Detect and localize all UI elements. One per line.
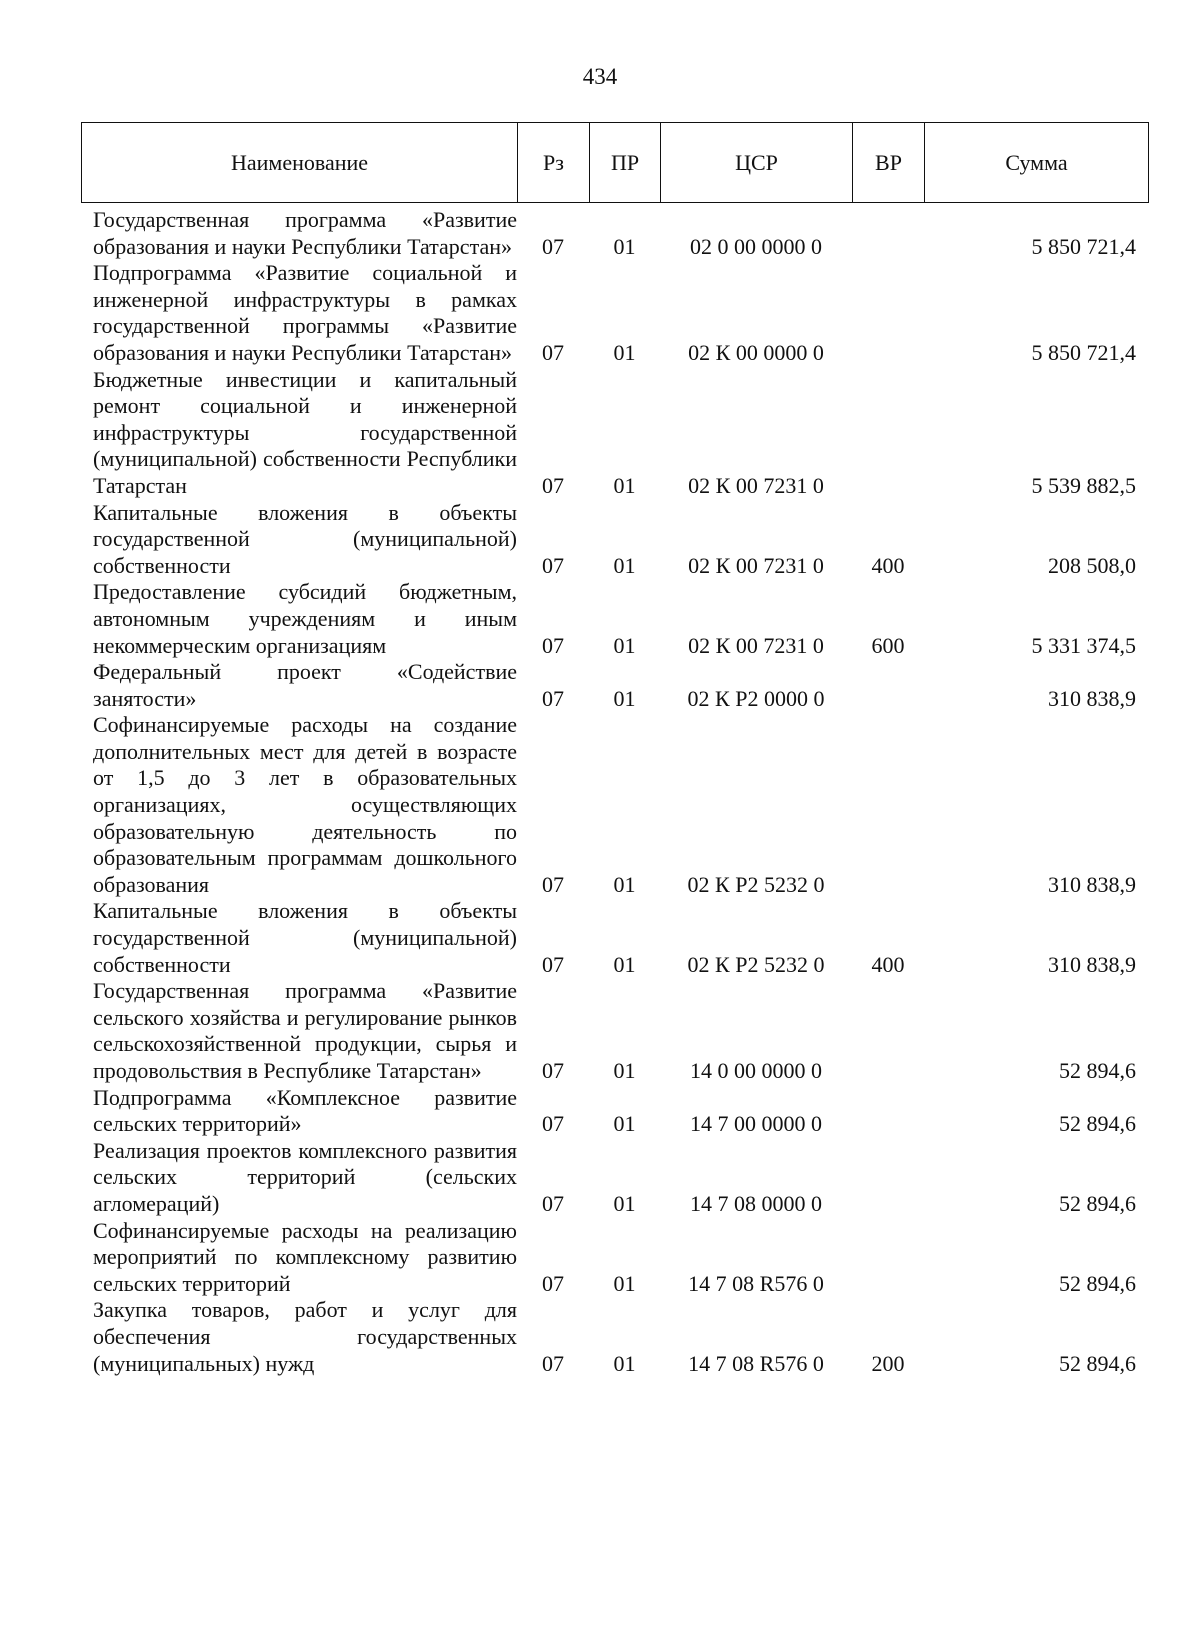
row-csr: 02 К Р2 5232 0 — [687, 871, 825, 897]
row-csr: 14 7 00 0000 0 — [690, 1111, 822, 1137]
row-csr: 02 0 00 0000 0 — [690, 233, 822, 259]
row-name: Капитальные вложения в объекты государственной (муниципальной) собственности — [93, 499, 517, 578]
row-pr: 01 — [613, 1190, 636, 1216]
row-sum: 52 894,6 — [1059, 1270, 1136, 1296]
row-name: Федеральный проект «Содействие занятости» — [93, 659, 517, 711]
row-pr: 01 — [613, 871, 636, 897]
row-vr: 400 — [871, 552, 905, 578]
row-name: Реализация проектов комплексного развития сельских территорий (сельских агломераций) — [93, 1137, 517, 1216]
table-row — [81, 712, 1148, 898]
row-rz: 07 — [542, 1270, 564, 1296]
row-sum: 310 838,9 — [1048, 871, 1136, 897]
table-row — [81, 207, 1148, 260]
row-sum: 52 894,6 — [1059, 1111, 1136, 1137]
header-vr: ВР — [853, 123, 925, 203]
row-rz: 07 — [542, 1350, 564, 1376]
row-rz: 07 — [542, 871, 564, 897]
row-sum: 52 894,6 — [1059, 1190, 1136, 1216]
table-row — [81, 978, 1148, 1084]
row-rz: 07 — [542, 685, 564, 711]
table-row — [81, 579, 1148, 659]
row-pr: 01 — [613, 1058, 636, 1083]
row-vr: 200 — [871, 1350, 905, 1376]
row-csr: 02 К Р2 5232 0 — [687, 951, 825, 977]
row-pr: 01 — [613, 951, 636, 977]
table-row — [81, 260, 1148, 366]
header-name: Наименование — [82, 123, 518, 203]
table-row — [81, 1218, 1148, 1298]
row-csr: 02 К 00 0000 0 — [688, 339, 824, 365]
row-rz: 07 — [542, 632, 564, 658]
row-sum: 310 838,9 — [1048, 951, 1136, 977]
row-name: Государственная программа «Развитие образования и науки Республики Татарстан» — [93, 207, 517, 259]
row-sum: 208 508,0 — [1048, 552, 1136, 578]
row-csr: 02 К 00 7231 0 — [688, 472, 824, 498]
header-sum: Сумма — [925, 123, 1149, 203]
table-row — [81, 659, 1148, 712]
row-sum: 52 894,6 — [1059, 1350, 1136, 1376]
row-csr: 14 7 08 0000 0 — [690, 1190, 822, 1216]
row-pr: 01 — [613, 552, 636, 578]
table-header — [81, 122, 1149, 203]
row-pr: 01 — [613, 1111, 636, 1137]
table-row — [81, 1085, 1148, 1138]
row-rz: 07 — [542, 339, 564, 365]
header-rz: Рз — [518, 123, 590, 203]
row-rz: 07 — [542, 233, 564, 259]
row-rz: 07 — [542, 552, 564, 578]
row-pr: 01 — [613, 1270, 636, 1296]
row-pr: 01 — [613, 472, 636, 498]
row-pr: 01 — [613, 339, 636, 365]
row-name: Предоставление субсидий бюджетным, автономным учреждениям и иным некоммерческим организациям — [93, 579, 517, 658]
row-csr: 02 К 00 7231 0 — [688, 632, 824, 658]
row-pr: 01 — [613, 233, 636, 259]
row-pr: 01 — [613, 685, 636, 711]
row-rz: 07 — [542, 1111, 564, 1137]
row-csr: 02 К 00 7231 0 — [688, 552, 824, 578]
row-csr: 02 К Р2 0000 0 — [687, 685, 825, 711]
table-row — [81, 500, 1148, 580]
row-csr: 14 7 08 R576 0 — [688, 1270, 824, 1296]
table-row — [81, 1297, 1148, 1377]
table-row — [81, 898, 1148, 978]
row-name: Капитальные вложения в объекты государственной (муниципальной) собственности — [93, 898, 517, 977]
header-csr: ЦСР — [661, 123, 853, 203]
row-sum: 5 539 882,5 — [1031, 472, 1136, 498]
row-rz: 07 — [542, 1058, 564, 1083]
table-row — [81, 1138, 1148, 1218]
table-row — [81, 367, 1148, 500]
row-sum: 52 894,6 — [1059, 1058, 1136, 1083]
table-body — [81, 207, 1148, 1377]
row-name: Государственная программа «Развитие сельского хозяйства и регулирование рынков сельскохозяйственной продукции, сырья и продовольствия в Республике Татарстан» — [93, 978, 517, 1083]
row-sum: 5 850 721,4 — [1031, 233, 1136, 259]
row-sum: 5 331 374,5 — [1031, 632, 1136, 658]
row-rz: 07 — [542, 1190, 564, 1216]
row-csr: 14 0 00 0000 0 — [690, 1058, 822, 1083]
row-name: Софинансируемые расходы на создание дополнительных мест для детей в возрасте от 1,5 до 3 лет в образовательных организациях, осуществляющих образовательную деятельность по образовательным программам дошкольного образования — [93, 712, 517, 897]
row-csr: 14 7 08 R576 0 — [688, 1350, 824, 1376]
row-name: Бюджетные инвестиции и капитальный ремонт социальной и инженерной инфраструктуры государственной (муниципальной) собственности Республики Татарстан — [93, 366, 517, 498]
row-vr: 600 — [871, 632, 905, 658]
row-sum: 310 838,9 — [1048, 685, 1136, 711]
row-name: Подпрограмма «Развитие социальной и инженерной инфраструктуры в рамках государственной программы «Развитие образования и науки Республики Татарстан» — [93, 260, 517, 365]
row-sum: 5 850 721,4 — [1031, 339, 1136, 365]
row-name: Закупка товаров, работ и услуг для обеспечения государственных (муниципальных) нужд — [93, 1297, 517, 1376]
row-pr: 01 — [613, 1350, 636, 1376]
row-rz: 07 — [542, 472, 564, 498]
row-pr: 01 — [613, 632, 636, 658]
page-number: 434 — [582, 64, 618, 89]
row-name: Софинансируемые расходы на реализацию мероприятий по комплексному развитию сельских территорий — [93, 1217, 517, 1296]
row-vr: 400 — [871, 951, 905, 977]
row-name: Подпрограмма «Комплексное развитие сельских территорий» — [93, 1084, 517, 1137]
header-pr: ПР — [590, 123, 661, 203]
row-rz: 07 — [542, 951, 564, 977]
